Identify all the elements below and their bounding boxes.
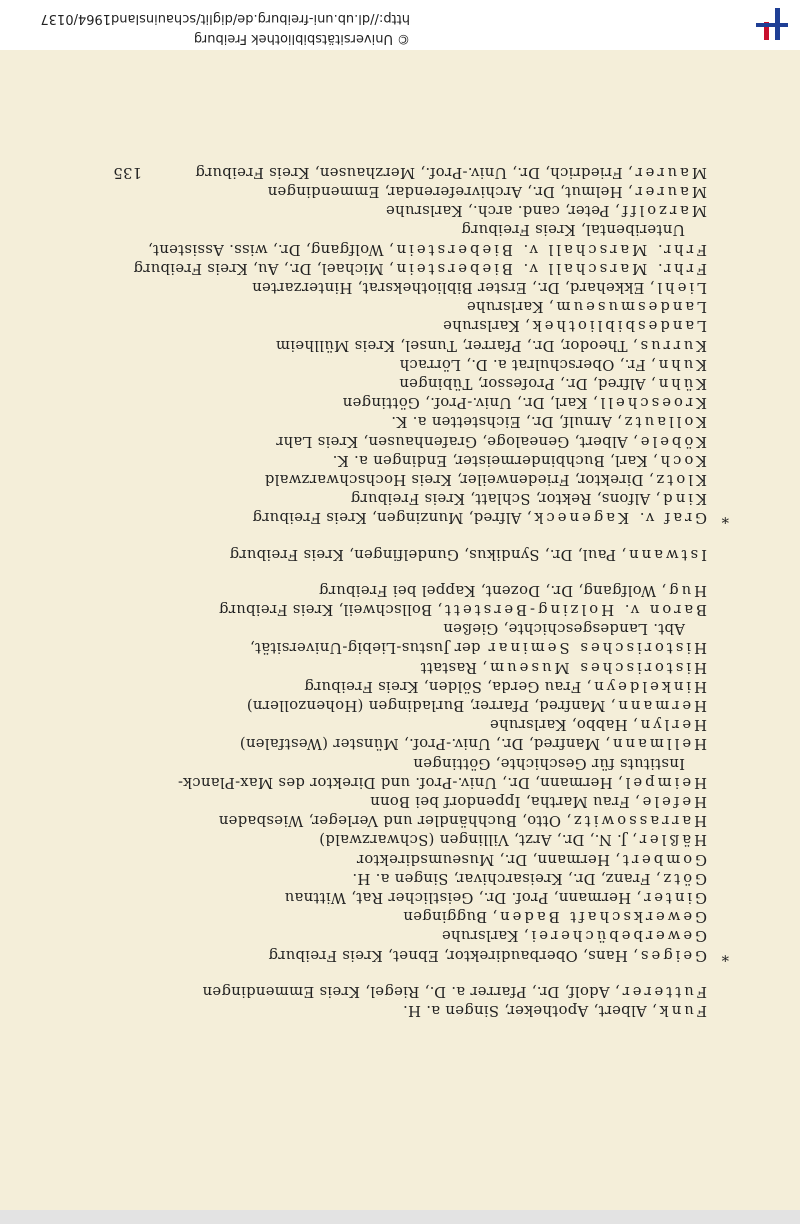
list-item — [47, 450, 707, 470]
entry-details: , Theodor, Dr., Pfarrer, Tunsel, Kreis Müllheim — [275, 336, 638, 354]
page-number: 135 — [113, 164, 142, 182]
list-item — [47, 887, 707, 907]
entry-details: , Arnulf, Dr., Eichstetten a. K. — [391, 413, 622, 431]
list-item — [47, 469, 707, 489]
entry-details: , Karl, Dr., Univ.-Prof., Göttingen — [342, 394, 598, 412]
entry-name: Gewerkschaft Baden — [497, 908, 707, 926]
list-item — [25, 753, 685, 773]
list-item — [47, 695, 707, 715]
entry-name: Kühn — [655, 375, 707, 392]
entry-details: , Frau Martha, Ippendorf bei Bonn — [369, 793, 640, 810]
entry-name: Koch — [657, 451, 707, 469]
entry-details: Unteribental, Kreis Freiburg — [461, 221, 685, 239]
entry-name: Kuhn — [655, 355, 707, 373]
entry-details: , Paul, Dr., Syndikus, Gundelfingen, Kreis Freiburg — [229, 545, 627, 563]
entry-details: , Karl, Buchbindermeister, Endingen a. K. — [332, 451, 658, 469]
entry-name: Frhr. Marschall v. Bieberstein — [393, 240, 707, 258]
list-item — [47, 791, 707, 811]
entry-name: Baron v. Holzing-Berstett — [442, 601, 707, 618]
entry-name: Futterer — [619, 982, 707, 1000]
list-item — [47, 488, 707, 508]
list-item — [47, 392, 707, 412]
page-scan — [0, 50, 800, 1210]
entry-details: , Manfred, Dr., Univ.-Prof., Münster (Westfalen) — [239, 735, 610, 753]
entry-name: Liehl — [654, 279, 707, 296]
entry-details: , Helmut, Dr., Archivreferendar, Emmendingen — [267, 183, 633, 200]
entry-details: , Otto, Buchhändler und Verleger, Wiesbaden — [218, 812, 572, 830]
list-item — [47, 925, 707, 945]
entry-name: Hermann — [615, 697, 707, 714]
entry-details: , Adolf, Dr., Pfarrer a. D., Riegel, Kreis Emmendingen — [202, 982, 620, 1000]
list-item — [47, 296, 707, 316]
entry-details: , Manfred, Pfarrer, Burladingen (Hohenzollern) — [246, 697, 616, 714]
entry-name: Heimpel — [622, 773, 707, 791]
entry-name: Graf v. Kageneck — [531, 509, 707, 527]
list-item — [47, 599, 707, 619]
entry-details: , Albert, Genealoge, Grafenhausen, Kreis Lahr — [275, 432, 638, 450]
list-item — [47, 162, 707, 182]
entry-name: Gewerbebücherei — [528, 927, 707, 945]
entry-name: Kollautz — [621, 413, 707, 431]
entry-name: Funk — [656, 1002, 707, 1019]
list-item — [47, 657, 707, 677]
list-item — [47, 1000, 707, 1020]
list-item — [47, 277, 707, 297]
entry-name: Geiges — [637, 946, 707, 964]
asterisk-marker: * — [721, 509, 729, 527]
entry-details: , Hans, Oberbaudirektor, Ebnet, Kreis Freiburg — [268, 946, 638, 964]
list-item — [47, 906, 707, 926]
list-item — [47, 733, 707, 753]
entry-details: , Friedrich, Dr., Univ.-Prof., Merzhausen, Kreis Freiburg — [195, 163, 633, 181]
entry-name: Landesbibliothek — [529, 317, 707, 335]
entry-details: , Frau Gerda, Sölden, Kreis Freiburg — [304, 677, 592, 695]
list-item — [47, 676, 707, 696]
entry-name: Maurer — [632, 183, 707, 200]
entry-details: , Hermann, Prof. Dr., Geistlicher Rat, Wittnau — [284, 889, 642, 906]
library-name: Universitätsbibliothek Freiburg — [193, 31, 393, 46]
logo-bar — [756, 23, 788, 27]
entry-name: Hellmann — [609, 735, 707, 753]
entry-details: , Rastatt — [420, 658, 488, 676]
entry-name: Frhr. Marschall v. Bieberstein — [393, 259, 707, 277]
list-item — [47, 810, 707, 830]
entry-details: , Bollschweil, Kreis Freiburg — [218, 601, 443, 618]
entry-name: Köbele — [637, 432, 707, 450]
entry-name: Kurrus — [637, 336, 707, 354]
list-item — [25, 618, 685, 638]
list-item — [47, 580, 707, 600]
entry-name: Historisches Seminar — [485, 639, 707, 657]
entry-name: Herlyn — [637, 716, 707, 734]
entry-details: der Justus-Liebig-Universität, — [249, 639, 486, 657]
entry-details: Abt. Landesgeschichte, Gießen — [443, 620, 685, 638]
list-item — [47, 411, 707, 431]
entry-name: Hinkeldeyn — [591, 677, 707, 695]
library-credit — [194, 31, 410, 46]
entry-name: Häßler — [636, 831, 707, 849]
entry-name: Kind — [660, 490, 707, 508]
entry-details: , Franz, Dr., Kreisarchivar, Singen a. H. — [352, 869, 661, 887]
entry-details: , Hermann, Dr., Univ.-Prof. und Direktor des Max-Planck- — [177, 773, 623, 791]
copyright-symbol: © — [397, 31, 410, 46]
list-item — [47, 849, 707, 869]
entry-details: , Peter, cand. arch., Karlsruhe — [385, 202, 620, 220]
entry-details: , Hermann, Dr., Museumsdirektor — [356, 850, 620, 868]
list-item — [47, 354, 707, 374]
list-item — [47, 829, 707, 849]
entry-details: , Alfred, Munzingen, Kreis Freiburg — [252, 509, 532, 527]
list-item — [47, 200, 707, 220]
list-item — [47, 637, 707, 657]
list-item — [47, 868, 707, 888]
entry-details: , Karlsruhe — [441, 927, 529, 945]
entry-name: Ginter — [641, 889, 707, 906]
list-item — [47, 981, 707, 1001]
page-edge — [0, 1210, 800, 1224]
entry-details: Instituts für Geschichte, Göttingen — [413, 754, 685, 772]
list-item — [47, 544, 707, 564]
entry-name: Klotz — [653, 471, 707, 488]
entry-name: Landesmuseum — [553, 298, 707, 316]
entry-details: , Buggingen — [403, 908, 498, 926]
list-item — [47, 181, 707, 201]
ub-freiburg-logo-icon — [752, 4, 792, 44]
list-item — [47, 507, 729, 527]
list-item — [47, 945, 729, 965]
list-item — [47, 335, 707, 355]
list-item — [47, 714, 707, 734]
entry-name: Gombert — [619, 850, 707, 868]
list-item — [47, 772, 707, 792]
list-item — [47, 258, 707, 278]
list-item — [47, 373, 707, 393]
entry-name: Istwann — [626, 545, 707, 563]
entry-name: Hefele — [639, 793, 707, 810]
entry-name: Harrassowitz — [571, 812, 707, 830]
entry-details: , Ekkehard, Dr., Erster Bibliotheksrat, Hinterzarten — [251, 279, 655, 296]
entry-details: , Fr., Oberschulrat a. D., Lörrach — [399, 355, 656, 373]
entry-details: , Alfred, Dr., Professor, Tübingen — [399, 375, 656, 392]
entry-name: Hug — [666, 581, 707, 599]
entry-details: , Albert, Apotheker, Singen a. H. — [402, 1002, 657, 1019]
entry-details: , Wolfgang, Dr., Dozent, Kappel bei Freiburg — [318, 581, 667, 599]
entry-details: , Habbo, Karlsruhe — [489, 716, 638, 734]
source-url-link[interactable]: http://dl.ub.uni-freiburg.de/diglit/schauinsland1964/0137 — [40, 11, 410, 26]
entry-details: , Direktor, Friedenweiler, Kreis Hochschwarzwald — [264, 471, 654, 488]
entry-name: Maurer — [632, 163, 707, 181]
entry-name: Kroeschell — [597, 394, 707, 412]
list-item — [47, 431, 707, 451]
asterisk-marker: * — [721, 946, 729, 964]
entry-name: Götz — [660, 869, 707, 887]
entry-name: Historisches Museum — [487, 658, 707, 676]
entry-details: , Karlsruhe — [442, 317, 530, 335]
list-item — [47, 239, 707, 259]
entry-name: Marzolff — [619, 202, 707, 220]
entry-details: , J. N., Dr., Arzt, Villingen (Schwarzwald) — [318, 831, 637, 849]
list-item — [25, 219, 685, 239]
entry-details: , Karlsruhe — [466, 298, 554, 316]
entry-details: , Michael, Dr., Au, Kreis Freiburg — [133, 259, 394, 277]
entry-details: , Alfons, Rektor, Schlatt, Kreis Freiburg — [350, 490, 661, 508]
list-item — [47, 315, 707, 335]
entry-details: , Wolfgang, Dr., wiss. Assistent, — [147, 240, 394, 258]
